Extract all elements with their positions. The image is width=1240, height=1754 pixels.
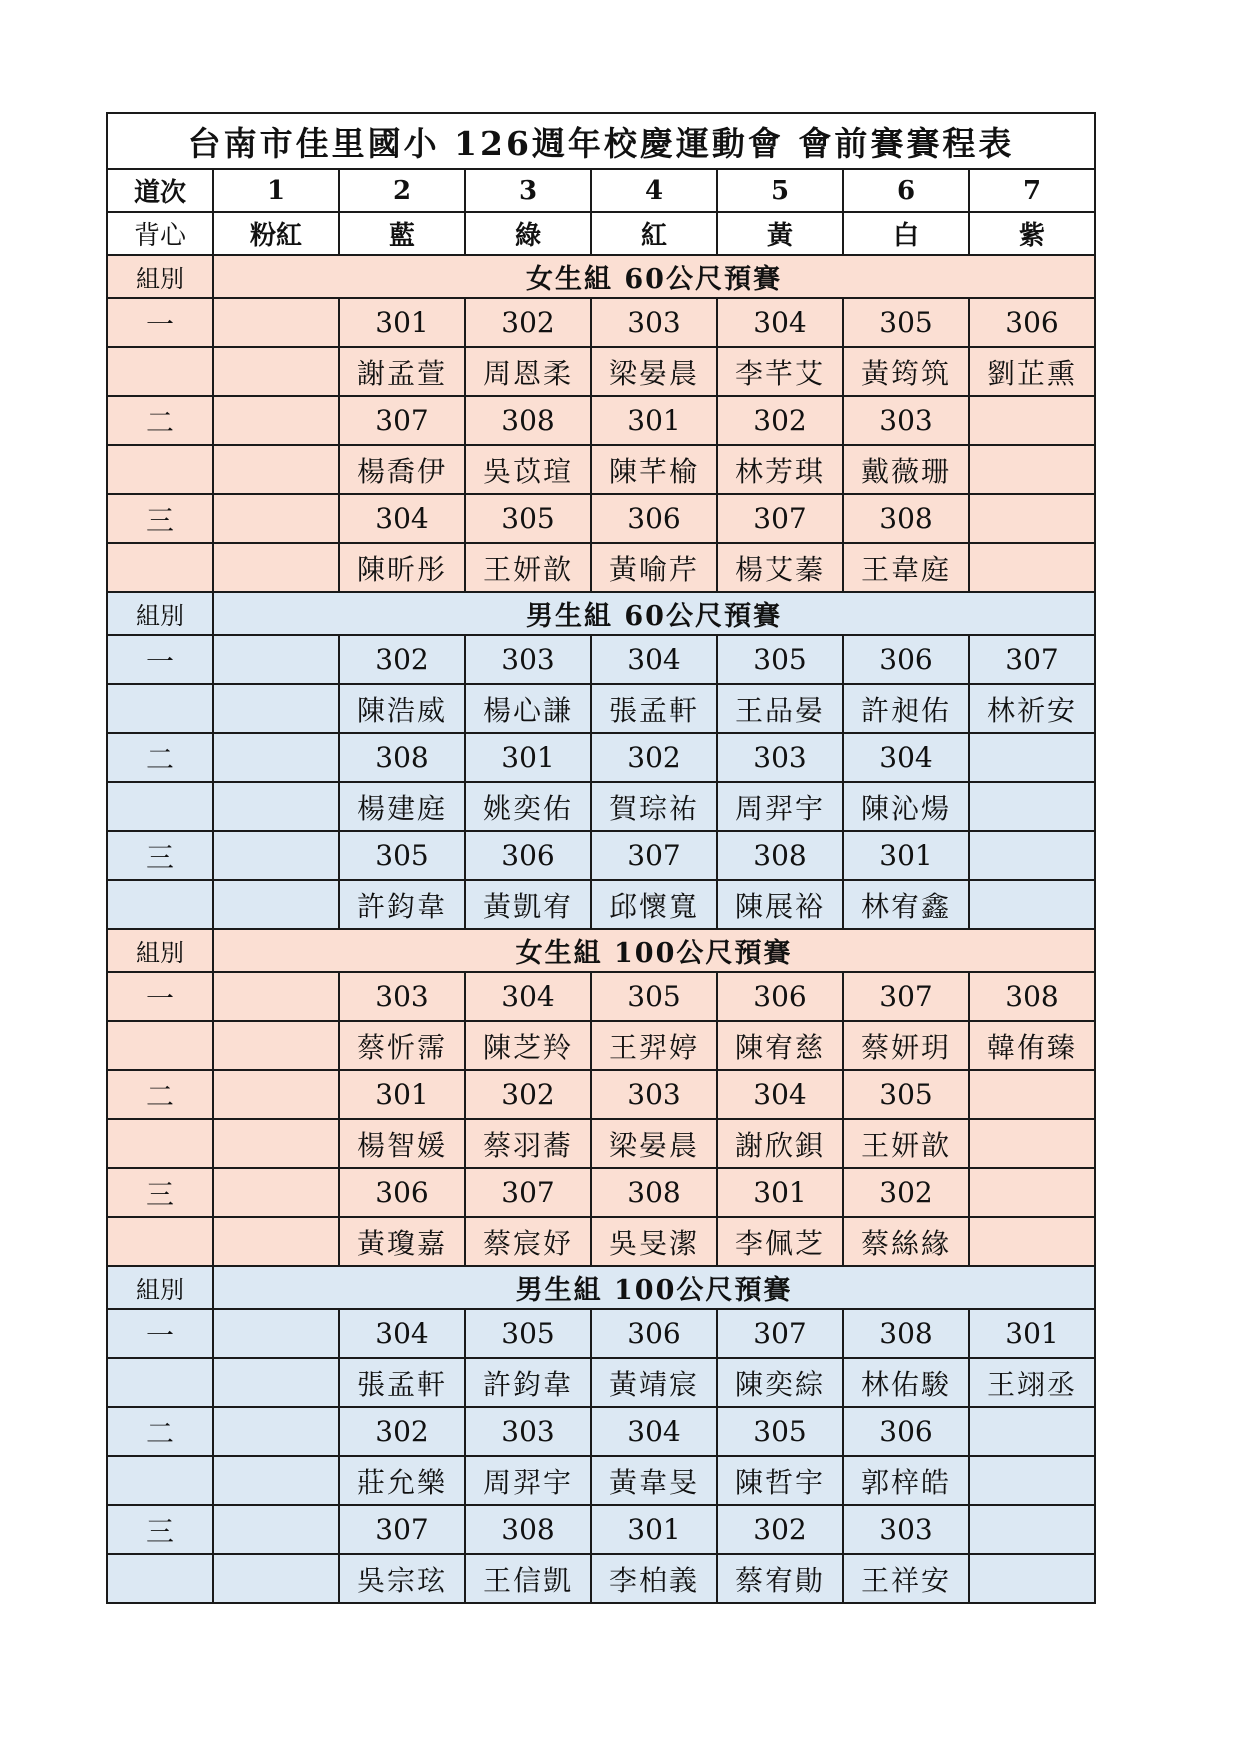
heat-label: 一 <box>107 298 213 347</box>
blank-cell <box>107 543 213 592</box>
blank-cell <box>107 1119 213 1168</box>
class-cell: 302 <box>591 733 717 782</box>
runner-name-cell: 蔡宸妤 <box>465 1217 591 1266</box>
heat-name-row <box>107 782 1095 831</box>
class-cell <box>969 1407 1095 1456</box>
heat-name-row <box>107 543 1095 592</box>
heat-name-row <box>107 880 1095 929</box>
runner-name-cell: 王妍歆 <box>843 1119 969 1168</box>
class-cell: 308 <box>843 1309 969 1358</box>
runner-name-cell: 蔡妍玥 <box>843 1021 969 1070</box>
bib-color: 黃 <box>717 212 843 255</box>
class-cell <box>213 1168 339 1217</box>
class-cell: 308 <box>843 494 969 543</box>
class-cell <box>969 396 1095 445</box>
class-cell <box>213 1070 339 1119</box>
runner-name-cell: 劉芷熏 <box>969 347 1095 396</box>
class-cell <box>213 972 339 1021</box>
class-cell <box>969 1168 1095 1217</box>
runner-name-cell <box>969 880 1095 929</box>
section-title: 女生組 60公尺預賽 <box>213 255 1095 298</box>
runner-name-cell: 黃瓊嘉 <box>339 1217 465 1266</box>
heat-class-row <box>107 831 1095 880</box>
runner-name-cell: 黃喻芹 <box>591 543 717 592</box>
heat-name-row <box>107 684 1095 733</box>
class-cell: 304 <box>717 1070 843 1119</box>
lane-label: 道次 <box>107 169 213 212</box>
class-cell: 308 <box>465 396 591 445</box>
runner-name-cell: 李芊艾 <box>717 347 843 396</box>
heat-class-row <box>107 396 1095 445</box>
runner-name-cell: 王羿婷 <box>591 1021 717 1070</box>
section-header <box>107 255 1095 298</box>
class-cell <box>969 494 1095 543</box>
runner-name-cell: 王妍歆 <box>465 543 591 592</box>
heat-name-row <box>107 347 1095 396</box>
class-cell: 305 <box>717 635 843 684</box>
runner-name-cell: 林祈安 <box>969 684 1095 733</box>
runner-name-cell: 吳宗玹 <box>339 1554 465 1603</box>
class-cell: 302 <box>717 1505 843 1554</box>
runner-name-cell: 蔡絲緣 <box>843 1217 969 1266</box>
blank-cell <box>107 1456 213 1505</box>
section-title: 男生組 100公尺預賽 <box>213 1266 1095 1309</box>
heat-label: 二 <box>107 396 213 445</box>
runner-name-cell: 黃凱宥 <box>465 880 591 929</box>
blank-cell <box>107 684 213 733</box>
runner-name-cell: 蔡忻霈 <box>339 1021 465 1070</box>
bib-color: 白 <box>843 212 969 255</box>
heat-class-row <box>107 733 1095 782</box>
runner-name-cell: 梁晏晨 <box>591 347 717 396</box>
runner-name-cell: 林芳琪 <box>717 445 843 494</box>
class-cell: 302 <box>339 1407 465 1456</box>
heat-class-row <box>107 1309 1095 1358</box>
class-cell <box>213 1407 339 1456</box>
class-cell <box>213 831 339 880</box>
runner-name-cell <box>213 1358 339 1407</box>
runner-name-cell <box>213 1119 339 1168</box>
page-title: 台南市佳里國小 126週年校慶運動會 會前賽賽程表 <box>107 113 1095 169</box>
runner-name-cell: 林佑駿 <box>843 1358 969 1407</box>
class-cell: 303 <box>339 972 465 1021</box>
class-cell: 308 <box>465 1505 591 1554</box>
runner-name-cell <box>213 445 339 494</box>
class-cell: 304 <box>591 1407 717 1456</box>
lane-number: 2 <box>339 169 465 212</box>
blank-cell <box>107 347 213 396</box>
section-header <box>107 592 1095 635</box>
runner-name-cell <box>213 543 339 592</box>
runner-name-cell <box>969 1217 1095 1266</box>
heat-class-row <box>107 494 1095 543</box>
runner-name-cell: 郭梓皓 <box>843 1456 969 1505</box>
class-cell: 307 <box>339 1505 465 1554</box>
class-cell: 305 <box>843 1070 969 1119</box>
heat-class-row <box>107 1505 1095 1554</box>
class-cell: 305 <box>465 1309 591 1358</box>
runner-name-cell: 王韋庭 <box>843 543 969 592</box>
class-cell: 304 <box>465 972 591 1021</box>
heat-label: 二 <box>107 1070 213 1119</box>
class-cell: 306 <box>969 298 1095 347</box>
runner-name-cell: 楊智媛 <box>339 1119 465 1168</box>
heat-label: 三 <box>107 494 213 543</box>
runner-name-cell <box>213 880 339 929</box>
class-cell: 308 <box>717 831 843 880</box>
schedule-table <box>106 112 1096 1604</box>
runner-name-cell <box>213 1217 339 1266</box>
class-cell: 303 <box>717 733 843 782</box>
runner-name-cell: 邱懷寬 <box>591 880 717 929</box>
heat-label: 一 <box>107 972 213 1021</box>
class-cell: 302 <box>465 1070 591 1119</box>
section-title: 女生組 100公尺預賽 <box>213 929 1095 972</box>
runner-name-cell <box>213 1021 339 1070</box>
heat-class-row <box>107 635 1095 684</box>
blank-cell <box>107 880 213 929</box>
bib-color: 綠 <box>465 212 591 255</box>
class-cell: 304 <box>339 494 465 543</box>
runner-name-cell <box>969 445 1095 494</box>
runner-name-cell: 李佩芝 <box>717 1217 843 1266</box>
heat-name-row <box>107 1554 1095 1603</box>
bib-label: 背心 <box>107 212 213 255</box>
runner-name-cell: 陳宥慈 <box>717 1021 843 1070</box>
class-cell: 306 <box>717 972 843 1021</box>
heat-name-row <box>107 1456 1095 1505</box>
runner-name-cell: 楊喬伊 <box>339 445 465 494</box>
runner-name-cell: 王翊丞 <box>969 1358 1095 1407</box>
class-cell: 307 <box>465 1168 591 1217</box>
class-cell: 301 <box>339 1070 465 1119</box>
lane-number: 4 <box>591 169 717 212</box>
heat-class-row <box>107 1168 1095 1217</box>
runner-name-cell: 楊建庭 <box>339 782 465 831</box>
group-label: 組別 <box>107 929 213 972</box>
runner-name-cell: 楊艾蓁 <box>717 543 843 592</box>
class-cell <box>213 733 339 782</box>
class-cell: 305 <box>465 494 591 543</box>
class-cell: 306 <box>591 1309 717 1358</box>
blank-cell <box>107 1554 213 1603</box>
runner-name-cell: 姚奕佑 <box>465 782 591 831</box>
blank-cell <box>107 1217 213 1266</box>
class-cell: 301 <box>465 733 591 782</box>
heat-label: 三 <box>107 1505 213 1554</box>
runner-name-cell: 張孟軒 <box>339 1358 465 1407</box>
lane-number: 3 <box>465 169 591 212</box>
class-cell: 306 <box>591 494 717 543</box>
runner-name-cell: 李柏義 <box>591 1554 717 1603</box>
class-cell: 303 <box>843 1505 969 1554</box>
runner-name-cell: 黃筠筑 <box>843 347 969 396</box>
class-cell: 301 <box>339 298 465 347</box>
title-row <box>107 113 1095 169</box>
class-cell: 306 <box>465 831 591 880</box>
bib-color: 紫 <box>969 212 1095 255</box>
class-cell: 305 <box>843 298 969 347</box>
class-cell <box>969 733 1095 782</box>
lane-number: 5 <box>717 169 843 212</box>
class-cell: 307 <box>843 972 969 1021</box>
blank-cell <box>107 1021 213 1070</box>
lane-row <box>107 169 1095 212</box>
class-cell: 307 <box>717 1309 843 1358</box>
runner-name-cell: 王信凱 <box>465 1554 591 1603</box>
class-cell: 301 <box>591 1505 717 1554</box>
class-cell: 301 <box>591 396 717 445</box>
runner-name-cell: 陳展裕 <box>717 880 843 929</box>
section-header <box>107 1266 1095 1309</box>
class-cell: 306 <box>339 1168 465 1217</box>
group-label: 組別 <box>107 592 213 635</box>
runner-name-cell <box>213 1456 339 1505</box>
class-cell: 301 <box>969 1309 1095 1358</box>
class-cell: 305 <box>591 972 717 1021</box>
runner-name-cell <box>213 347 339 396</box>
runner-name-cell <box>213 1554 339 1603</box>
runner-name-cell: 吳苡瑄 <box>465 445 591 494</box>
heat-class-row <box>107 1407 1095 1456</box>
class-cell: 308 <box>591 1168 717 1217</box>
runner-name-cell: 蔡羽蕎 <box>465 1119 591 1168</box>
class-cell: 305 <box>717 1407 843 1456</box>
class-cell <box>969 1070 1095 1119</box>
runner-name-cell: 許鈞韋 <box>465 1358 591 1407</box>
bib-color: 粉紅 <box>213 212 339 255</box>
runner-name-cell: 陳昕彤 <box>339 543 465 592</box>
class-cell: 305 <box>339 831 465 880</box>
class-cell: 302 <box>843 1168 969 1217</box>
heat-name-row <box>107 1217 1095 1266</box>
runner-name-cell: 吳旻潔 <box>591 1217 717 1266</box>
section-title: 男生組 60公尺預賽 <box>213 592 1095 635</box>
class-cell: 308 <box>339 733 465 782</box>
runner-name-cell: 黃靖宸 <box>591 1358 717 1407</box>
runner-name-cell: 陳浩威 <box>339 684 465 733</box>
runner-name-cell: 莊允樂 <box>339 1456 465 1505</box>
class-cell: 308 <box>969 972 1095 1021</box>
section-header <box>107 929 1095 972</box>
group-label: 組別 <box>107 1266 213 1309</box>
runner-name-cell: 陳芝羚 <box>465 1021 591 1070</box>
runner-name-cell: 王祥安 <box>843 1554 969 1603</box>
runner-name-cell: 張孟軒 <box>591 684 717 733</box>
runner-name-cell <box>969 543 1095 592</box>
heat-label: 一 <box>107 635 213 684</box>
runner-name-cell <box>213 782 339 831</box>
class-cell: 304 <box>339 1309 465 1358</box>
runner-name-cell <box>969 782 1095 831</box>
heat-class-row <box>107 298 1095 347</box>
runner-name-cell: 蔡宥勛 <box>717 1554 843 1603</box>
class-cell: 302 <box>465 298 591 347</box>
class-cell: 306 <box>843 1407 969 1456</box>
heat-class-row <box>107 972 1095 1021</box>
class-cell: 307 <box>969 635 1095 684</box>
group-label: 組別 <box>107 255 213 298</box>
runner-name-cell: 陳奕綜 <box>717 1358 843 1407</box>
runner-name-cell: 周羿宇 <box>465 1456 591 1505</box>
class-cell: 304 <box>591 635 717 684</box>
blank-cell <box>107 782 213 831</box>
class-cell <box>969 1505 1095 1554</box>
runner-name-cell: 許昶佑 <box>843 684 969 733</box>
runner-name-cell: 許鈞韋 <box>339 880 465 929</box>
runner-name-cell: 周羿宇 <box>717 782 843 831</box>
lane-number: 6 <box>843 169 969 212</box>
class-cell: 303 <box>843 396 969 445</box>
runner-name-cell: 林宥鑫 <box>843 880 969 929</box>
runner-name-cell: 梁晏晨 <box>591 1119 717 1168</box>
blank-cell <box>107 445 213 494</box>
heat-label: 二 <box>107 733 213 782</box>
runner-name-cell <box>969 1554 1095 1603</box>
runner-name-cell: 周恩柔 <box>465 347 591 396</box>
bib-row <box>107 212 1095 255</box>
bib-color: 紅 <box>591 212 717 255</box>
class-cell: 307 <box>717 494 843 543</box>
class-cell: 303 <box>465 635 591 684</box>
runner-name-cell: 陳哲宇 <box>717 1456 843 1505</box>
runner-name-cell: 黃韋旻 <box>591 1456 717 1505</box>
class-cell: 302 <box>339 635 465 684</box>
heat-name-row <box>107 1358 1095 1407</box>
heat-name-row <box>107 1119 1095 1168</box>
runner-name-cell <box>969 1456 1095 1505</box>
runner-name-cell: 王品晏 <box>717 684 843 733</box>
runner-name-cell <box>969 1119 1095 1168</box>
runner-name-cell: 謝孟萱 <box>339 347 465 396</box>
heat-label: 一 <box>107 1309 213 1358</box>
class-cell: 301 <box>717 1168 843 1217</box>
class-cell <box>213 494 339 543</box>
class-cell: 303 <box>591 1070 717 1119</box>
class-cell: 307 <box>339 396 465 445</box>
class-cell: 307 <box>591 831 717 880</box>
heat-label: 三 <box>107 1168 213 1217</box>
runner-name-cell: 楊心謙 <box>465 684 591 733</box>
heat-name-row <box>107 445 1095 494</box>
class-cell <box>213 635 339 684</box>
heat-class-row <box>107 1070 1095 1119</box>
class-cell: 304 <box>717 298 843 347</box>
heat-label: 二 <box>107 1407 213 1456</box>
class-cell <box>213 396 339 445</box>
runner-name-cell: 陳芊榆 <box>591 445 717 494</box>
heat-label: 三 <box>107 831 213 880</box>
class-cell <box>213 1505 339 1554</box>
lane-number: 1 <box>213 169 339 212</box>
class-cell: 301 <box>843 831 969 880</box>
class-cell: 303 <box>465 1407 591 1456</box>
runner-name-cell: 賀琮祐 <box>591 782 717 831</box>
bib-color: 藍 <box>339 212 465 255</box>
class-cell: 302 <box>717 396 843 445</box>
heat-name-row <box>107 1021 1095 1070</box>
runner-name-cell: 陳沁煬 <box>843 782 969 831</box>
class-cell: 304 <box>843 733 969 782</box>
class-cell: 306 <box>843 635 969 684</box>
lane-number: 7 <box>969 169 1095 212</box>
runner-name-cell <box>213 684 339 733</box>
class-cell <box>213 1309 339 1358</box>
runner-name-cell: 韓侑臻 <box>969 1021 1095 1070</box>
blank-cell <box>107 1358 213 1407</box>
class-cell <box>969 831 1095 880</box>
runner-name-cell: 謝欣鋇 <box>717 1119 843 1168</box>
runner-name-cell: 戴薇珊 <box>843 445 969 494</box>
class-cell: 303 <box>591 298 717 347</box>
class-cell <box>213 298 339 347</box>
